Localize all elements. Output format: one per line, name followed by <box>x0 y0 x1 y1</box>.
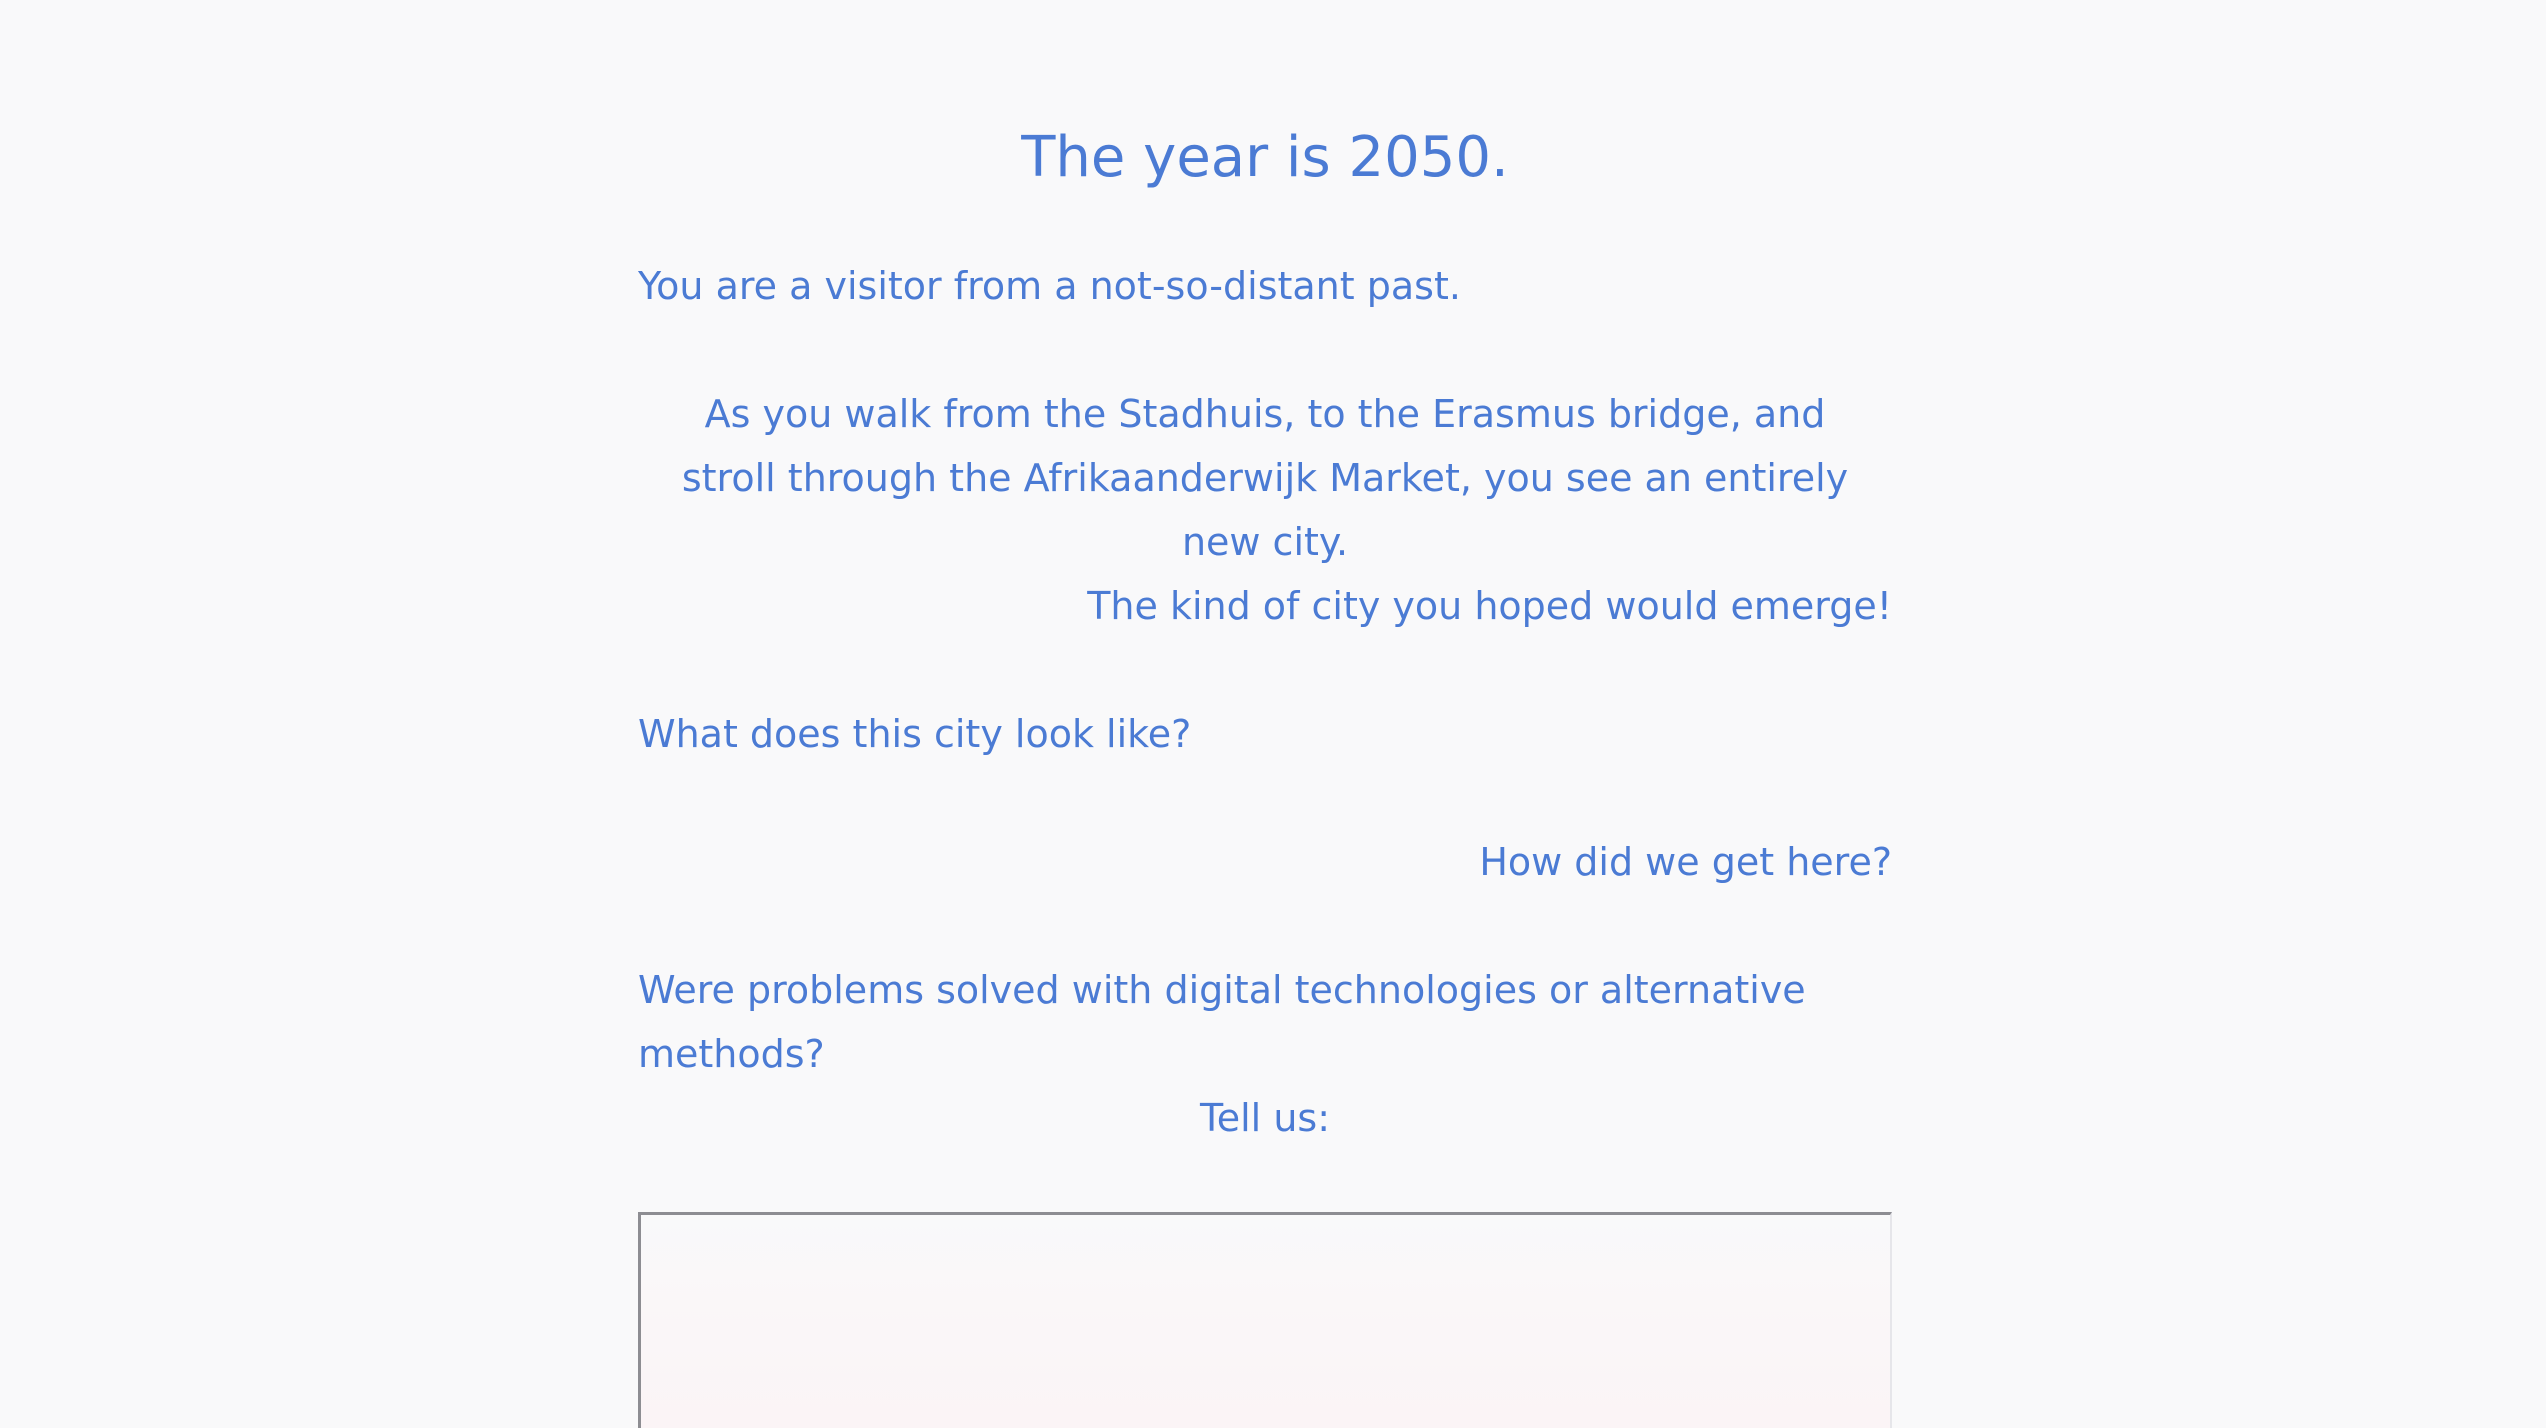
answer-textarea[interactable] <box>638 1212 1892 1428</box>
tell-us-label: Tell us: <box>1199 1096 1330 1140</box>
intro-paragraph: You are a visitor from a not-so-distant past. <box>638 264 1461 308</box>
question-how: How did we get here? <box>1479 840 1892 884</box>
page-title: The year is 2050. <box>1021 125 1509 190</box>
hope-paragraph: The kind of city you hoped would emerge! <box>1087 584 1892 628</box>
question-look-like: What does this city look like? <box>638 712 1192 756</box>
walk-paragraph: As you walk from the Stadhuis, to the Erasmus bridge, and stroll through the Afrikaanderwijk Market, you see an entirely new city. <box>681 392 1849 564</box>
question-problems: Were problems solved with digital technologies or alternative methods? <box>638 968 1806 1076</box>
